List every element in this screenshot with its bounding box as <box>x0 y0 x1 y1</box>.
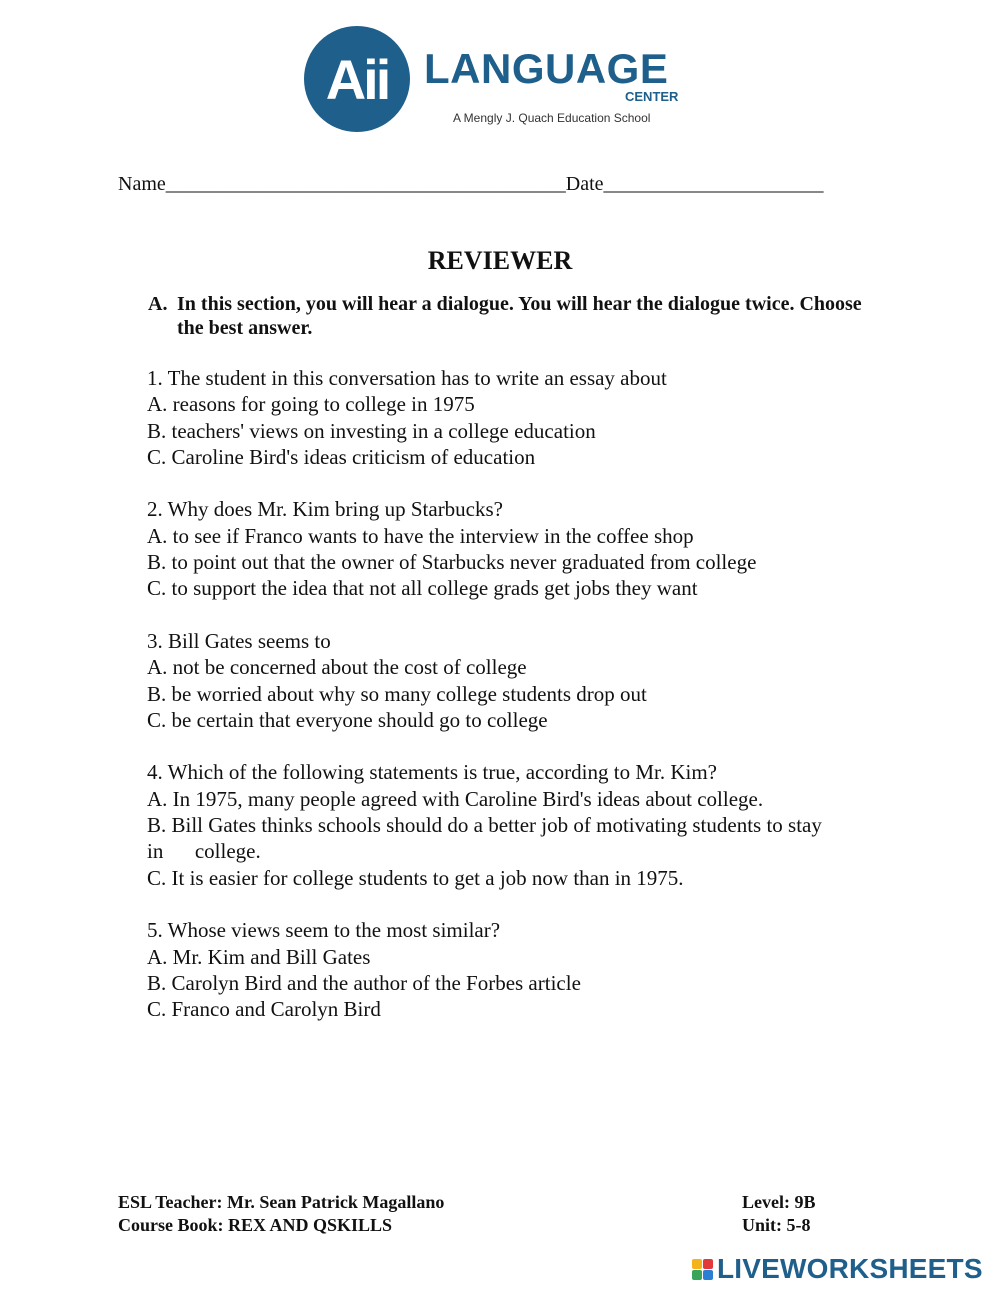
liveworksheets-watermark <box>692 1254 983 1284</box>
answer-option[interactable]: A. Mr. Kim and Bill Gates <box>147 944 371 969</box>
answer-option[interactable]: C. It is easier for college students to get a job now than in 1975. <box>147 865 684 890</box>
answer-option-continuation: in college. <box>147 839 261 864</box>
answer-option[interactable]: B. teachers' views on investing in a college education <box>147 418 596 443</box>
instruction-text: In this section, you will hear a dialogue. You will hear the dialogue twice. Choose the best answer. <box>177 293 862 339</box>
question-2 <box>147 496 907 601</box>
answer-option[interactable]: A. In 1975, many people agreed with Caroline Bird's ideas about college. <box>147 786 764 811</box>
logo-subword: CENTER <box>625 89 679 104</box>
teacher-line: ESL Teacher: Mr. Sean Patrick Magallano <box>118 1192 445 1212</box>
answer-option[interactable]: C. to support the idea that not all college grads get jobs they want <box>147 576 698 601</box>
question-stem: 5. Whose views seem to the most similar? <box>147 918 501 943</box>
liveworksheets-text: LIVEWORKSHEETS <box>717 1253 983 1284</box>
question-stem: 4. Which of the following statements is true, according to Mr. Kim? <box>147 760 717 785</box>
answer-option[interactable]: B. Bill Gates thinks schools should do a better job of motivating students to stay <box>147 813 822 838</box>
date-label: Date <box>565 173 604 195</box>
question-4 <box>147 759 907 890</box>
question-stem: 2. Why does Mr. Kim bring up Starbucks? <box>147 497 503 522</box>
name-label: Name <box>118 173 166 195</box>
course-book-line: Course Book: REX AND QSKILLS <box>118 1215 393 1235</box>
name-date-line <box>118 172 824 196</box>
answer-option[interactable]: A. to see if Franco wants to have the interview in the coffee shop <box>147 523 694 548</box>
logo-tagline: A Mengly J. Quach Education School <box>453 111 651 125</box>
answer-option[interactable]: A. not be concerned about the cost of college <box>147 655 527 680</box>
level-line: Level: 9B <box>742 1192 816 1212</box>
answer-option[interactable]: C. Franco and Carolyn Bird <box>147 997 381 1022</box>
footer-right <box>742 1191 816 1237</box>
section-instruction <box>148 292 868 340</box>
liveworksheets-icon <box>692 1259 713 1280</box>
question-3 <box>147 628 907 733</box>
question-list <box>147 365 907 1049</box>
answer-option[interactable]: B. Carolyn Bird and the author of the Forbes article <box>147 970 581 995</box>
page-title: REVIEWER <box>427 246 573 275</box>
answer-option[interactable]: A. reasons for going to college in 1975 <box>147 392 475 417</box>
unit-line: Unit: 5-8 <box>742 1215 811 1235</box>
answer-option[interactable]: B. be worried about why so many college students drop out <box>147 681 647 706</box>
section-letter: A. <box>148 293 168 315</box>
question-stem: 1. The student in this conversation has to write an essay about <box>147 366 667 390</box>
question-5 <box>147 917 907 1022</box>
logo-wordmark: LANGUAGE <box>424 45 669 92</box>
answer-option[interactable]: C. Caroline Bird's ideas criticism of education <box>147 444 536 469</box>
school-logo <box>304 26 679 136</box>
answer-option[interactable]: B. to point out that the owner of Starbucks never graduated from college <box>147 550 757 575</box>
question-1 <box>147 365 907 470</box>
date-blank[interactable]: ______________________ <box>603 173 824 195</box>
question-stem: 3. Bill Gates seems to <box>147 628 331 653</box>
name-blank[interactable]: ________________________________________ <box>165 173 566 195</box>
answer-option[interactable]: C. be certain that everyone should go to college <box>147 707 548 732</box>
logo-mark: Aii <box>304 26 410 132</box>
footer-left <box>118 1191 444 1237</box>
